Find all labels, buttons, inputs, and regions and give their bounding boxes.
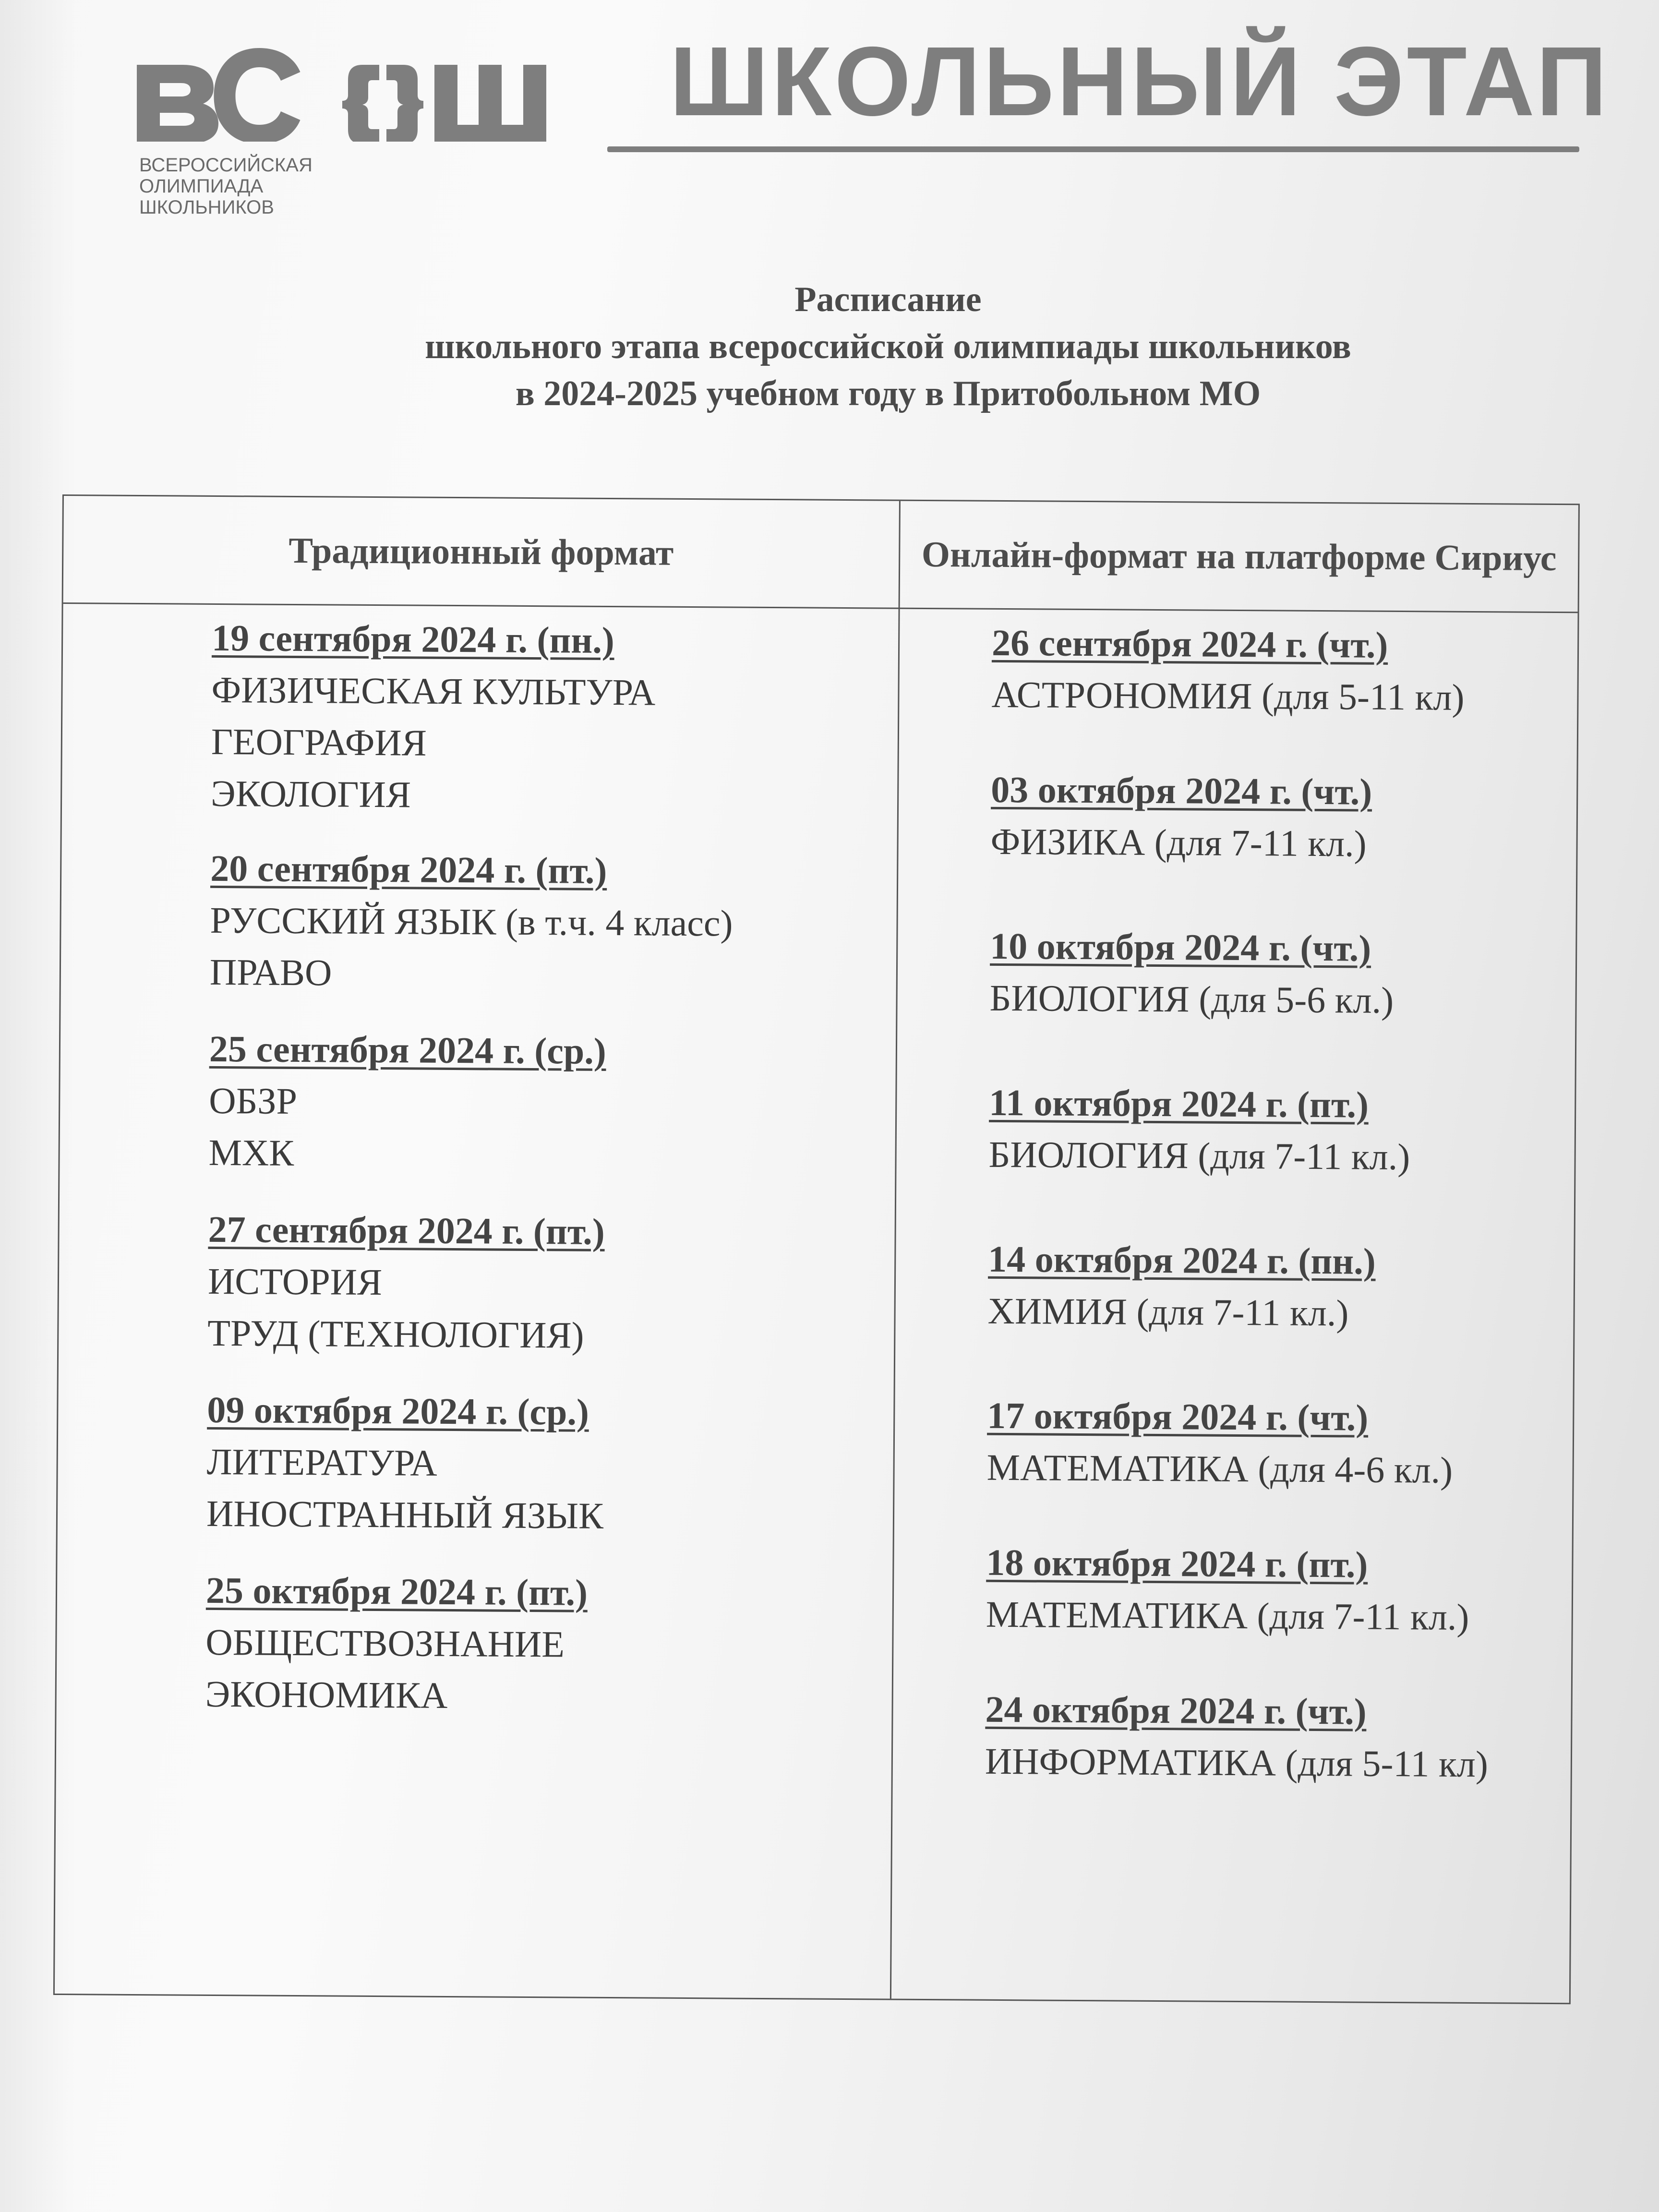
subject-name: МАТЕМАТИКА	[986, 1593, 1248, 1637]
schedule-entry	[210, 842, 892, 1002]
schedule-table	[53, 494, 1580, 2004]
grade-note: (для 7-11 кл.)	[1198, 1134, 1410, 1178]
grade-note: (для 7-11 кл.)	[1257, 1595, 1469, 1638]
title-line-3: в 2024-2025 учебном году в Притобольном МО	[515, 374, 1261, 413]
schedule-entry	[205, 1564, 888, 1724]
column-header-online-text: Онлайн-формат на платформе Сириус	[921, 534, 1557, 579]
entry-date: 14 октября 2024 г. (пн.)	[988, 1238, 1376, 1282]
subject-name: ИНФОРМАТИКА	[985, 1740, 1276, 1784]
schedule-entry	[207, 1203, 890, 1363]
subject-name: МАТЕМАТИКА	[986, 1446, 1249, 1490]
entry-date: 19 сентября 2024 г. (пн.)	[211, 616, 615, 661]
entry-date: 20 сентября 2024 г. (пт.)	[210, 847, 607, 891]
entry-date: 25 сентября 2024 г. (ср.)	[209, 1027, 606, 1072]
vsosh-logo	[137, 46, 550, 142]
entry-subject: ЛИТЕРАТУРА	[206, 1440, 437, 1484]
subject-name: БИОЛОГИЯ	[989, 976, 1190, 1020]
entry-date: 18 октября 2024 г. (пт.)	[986, 1541, 1368, 1586]
entry-date: 25 октября 2024 г. (пт.)	[205, 1569, 588, 1613]
schedule-entry	[986, 1390, 1568, 1497]
grade-note: (для 5-6 кл.)	[1199, 978, 1394, 1021]
logo-subtitle	[139, 155, 313, 218]
entry-subject	[986, 1588, 1567, 1644]
grade-note: (для 7-11 кл.)	[1136, 1290, 1349, 1334]
entry-subject: ФИЗИЧЕСКАЯ КУЛЬТУРА	[211, 668, 656, 713]
schedule-entry	[986, 1537, 1567, 1644]
schedule-entry	[988, 1077, 1570, 1184]
schedule-entry	[208, 1023, 891, 1183]
schedule-entry	[990, 764, 1572, 871]
entry-date: 17 октября 2024 г. (чт.)	[987, 1394, 1369, 1439]
entry-subject	[989, 972, 1571, 1027]
subject-name: АСТРОНОМИЯ	[991, 673, 1252, 717]
entry-subject	[986, 1442, 1568, 1497]
entry-subject: ГЕОГРАФИЯ	[211, 720, 427, 764]
logo-subtitle-line: ВСЕРОССИЙСКАЯ	[139, 155, 313, 176]
entry-subject	[990, 816, 1572, 871]
entry-subject: ОБЩЕСТВОЗНАНИЕ	[205, 1621, 565, 1665]
entry-subject: ОБЗР	[209, 1079, 298, 1122]
schedule-entry	[987, 1233, 1569, 1340]
grade-note: (для 5-11 кл)	[1261, 675, 1465, 718]
entry-date: 26 сентября 2024 г. (чт.)	[991, 621, 1388, 666]
entry-subject: РУССКИЙ ЯЗЫК (в т.ч. 4 класс)	[210, 899, 733, 944]
entry-subject: ПРАВО	[209, 950, 332, 994]
entry-subject: ИСТОРИЯ	[207, 1260, 383, 1303]
schedule-entry	[985, 1683, 1566, 1791]
entry-date: 09 октября 2024 г. (ср.)	[207, 1388, 589, 1433]
grade-note: (для 4-6 кл.)	[1258, 1448, 1453, 1491]
logo-subtitle-line: ШКОЛЬНИКОВ	[139, 197, 274, 218]
entry-subject	[985, 1735, 1566, 1791]
entry-subject	[987, 1285, 1569, 1340]
stage-title-rule	[607, 146, 1579, 152]
entry-date: 03 октября 2024 г. (чт.)	[991, 768, 1372, 813]
entry-subject	[991, 669, 1573, 724]
stage-title: ШКОЛЬНЫЙ ЭТАП	[670, 26, 1610, 136]
column-header-traditional: Традиционный формат	[289, 530, 674, 573]
entry-date: 11 октября 2024 г. (пт.)	[989, 1081, 1369, 1126]
column-header-online	[900, 501, 1578, 612]
entry-date: 24 октября 2024 г. (чт.)	[985, 1688, 1367, 1732]
title-line-1: Расписание	[794, 280, 982, 319]
entry-subject: ТРУД (ТЕХНОЛОГИЯ)	[207, 1311, 584, 1356]
entry-date: 10 октября 2024 г. (чт.)	[990, 925, 1371, 969]
entry-subject: ЭКОЛОГИЯ	[210, 772, 411, 816]
logo-subtitle-line: ОЛИМПИАДА	[139, 176, 264, 197]
entry-date: 27 сентября 2024 г. (пт.)	[208, 1208, 605, 1252]
entry-subject: ИНОСТРАННЫЙ ЯЗЫК	[206, 1492, 604, 1537]
entry-subject: ЭКОНОМИКА	[205, 1672, 448, 1716]
grade-note: (для 5-11 кл)	[1285, 1742, 1489, 1785]
title-line-2: школьного этапа всероссийской олимпиады школьников	[425, 327, 1351, 366]
schedule-entry	[989, 920, 1571, 1027]
grade-note: (для 7-11 кл.)	[1154, 821, 1367, 865]
schedule-entry	[211, 612, 894, 824]
schedule-entry	[206, 1384, 889, 1544]
document-title	[0, 276, 1659, 417]
traditional-schedule	[205, 612, 893, 1724]
subject-name: БИОЛОГИЯ	[988, 1133, 1189, 1177]
entry-subject: МХК	[208, 1131, 294, 1174]
entry-subject	[988, 1129, 1570, 1184]
online-schedule	[985, 617, 1573, 1791]
subject-name: ХИМИЯ	[987, 1289, 1128, 1333]
subject-name: ФИЗИКА	[990, 820, 1145, 863]
schedule-entry	[991, 617, 1573, 724]
